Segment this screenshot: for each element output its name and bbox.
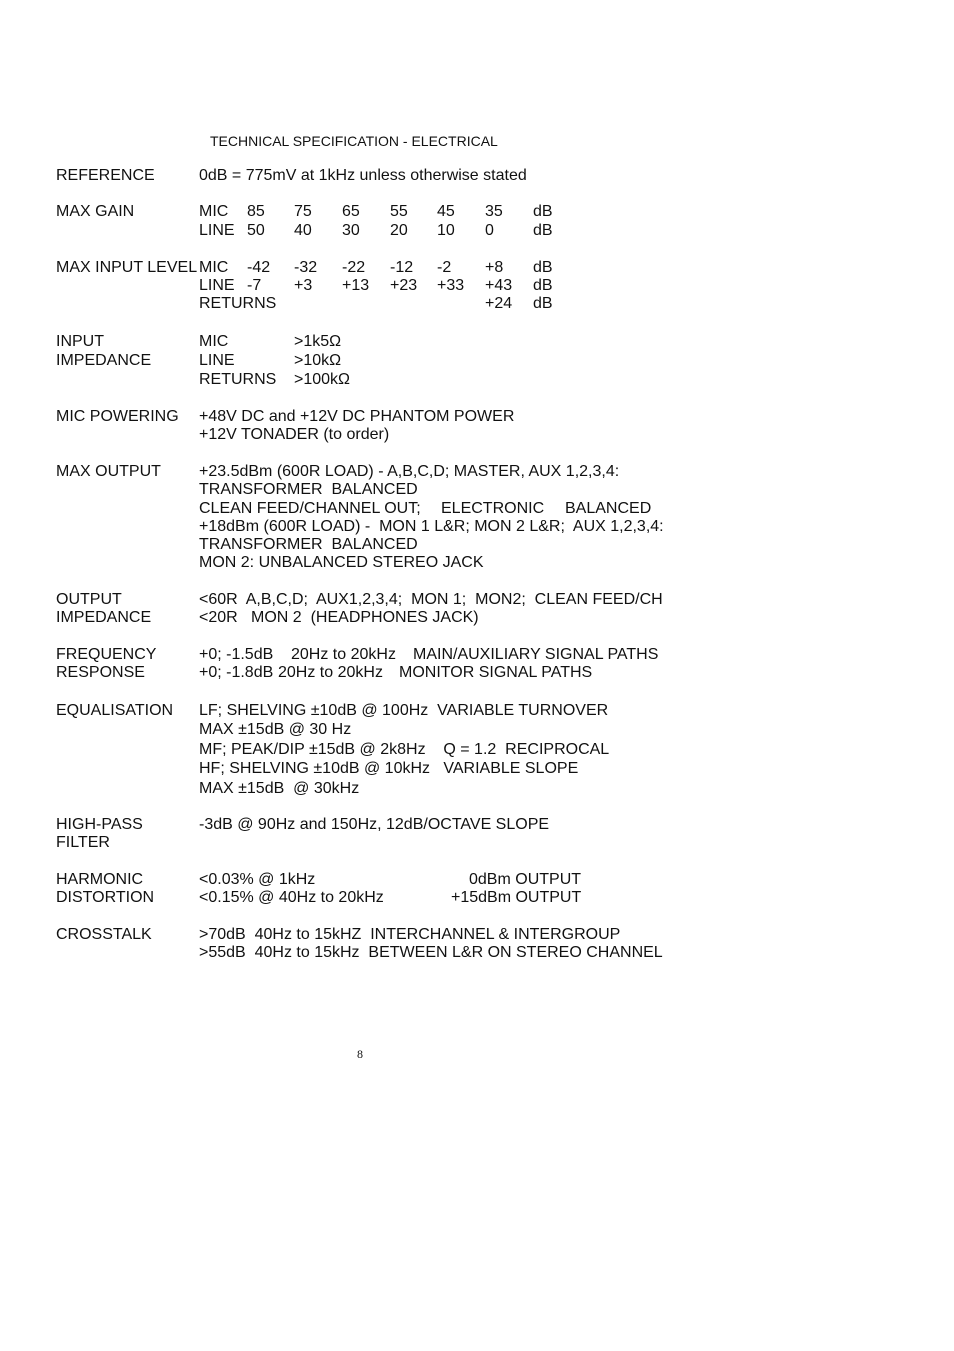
input-impedance-row-value: >10kΩ — [294, 352, 342, 369]
max-input-line-value: +33 — [437, 277, 465, 294]
harmonic-distortion-value: <0.03% @ 1kHz — [199, 871, 316, 888]
max-gain-mic-value: 35 — [485, 203, 503, 220]
max-gain-mic-value: 75 — [294, 203, 312, 220]
max-input-mic-value: -12 — [390, 259, 414, 276]
crosstalk-line: >70dB 40Hz to 15kHZ INTERCHANNEL & INTERGROUP — [199, 926, 621, 943]
frequency-response-path: MONITOR SIGNAL PATHS — [399, 664, 593, 681]
max-input-level-label: MAX INPUT LEVEL — [56, 259, 198, 276]
high-pass-filter-label: FILTER — [56, 834, 110, 851]
output-impedance-line: <20R MON 2 (HEADPHONES JACK) — [199, 609, 479, 626]
max-input-line-value: -7 — [247, 277, 262, 294]
input-impedance-label: INPUT — [56, 333, 104, 350]
page-number: 8 — [357, 1047, 363, 1061]
max-input-mic-value: -2 — [437, 259, 452, 276]
max-gain-mic-value: 45 — [437, 203, 455, 220]
mic-powering-line: +48V DC and +12V DC PHANTOM POWER — [199, 408, 515, 425]
max-input-line-value: +23 — [390, 277, 418, 294]
max-gain-mic-value: 55 — [390, 203, 408, 220]
max-gain-line-unit: dB — [533, 222, 553, 239]
max-gain-line-value: 0 — [485, 222, 494, 239]
equalisation-line: MF; PEAK/DIP ±15dB @ 2k8Hz Q = 1.2 RECIPROCAL — [199, 741, 610, 758]
max-input-returns-name: RETURNS — [199, 295, 277, 312]
max-gain-line-value: 30 — [342, 222, 360, 239]
output-impedance-line: <60R A,B,C,D; AUX1,2,3,4; MON 1; MON2; CLEAN FEED/CH — [199, 591, 663, 608]
input-impedance-row-value: >1k5Ω — [294, 333, 342, 350]
max-input-mic-value: -22 — [342, 259, 366, 276]
max-gain-mic-unit: dB — [533, 203, 553, 220]
high-pass-filter-value: -3dB @ 90Hz and 150Hz, 12dB/OCTAVE SLOPE — [199, 816, 550, 833]
max-gain-mic-value: 85 — [247, 203, 265, 220]
max-input-mic-value: -42 — [247, 259, 271, 276]
equalisation-line: HF; SHELVING ±10dB @ 10kHz VARIABLE SLOPE — [199, 760, 579, 777]
mic-powering-label: MIC POWERING — [56, 408, 179, 425]
frequency-response-range: 20Hz to 20kHz — [291, 646, 396, 663]
harmonic-distortion-label: HARMONIC — [56, 871, 144, 888]
max-input-line-value: +13 — [342, 277, 370, 294]
max-input-mic-value: -32 — [294, 259, 318, 276]
max-output-line: BALANCED — [565, 500, 652, 517]
harmonic-distortion-label: DISTORTION — [56, 889, 155, 906]
max-input-returns-unit: dB — [533, 295, 553, 312]
max-input-line-value: +3 — [294, 277, 313, 294]
reference-value: 0dB = 775mV at 1kHz unless otherwise stated — [199, 167, 527, 184]
frequency-response-range: 20Hz to 20kHz — [278, 664, 383, 681]
max-gain-mic-value: 65 — [342, 203, 360, 220]
max-input-mic-value: +8 — [485, 259, 504, 276]
input-impedance-row-name: MIC — [199, 333, 229, 350]
max-input-mic-unit: dB — [533, 259, 553, 276]
max-gain-line-value: 50 — [247, 222, 265, 239]
equalisation-label: EQUALISATION — [56, 702, 174, 719]
max-output-line: +23.5dBm (600R LOAD) - A,B,C,D; MASTER, AUX 1,2,3,4: — [199, 463, 620, 480]
harmonic-distortion-condition: 0dBm OUTPUT — [469, 871, 582, 888]
max-output-line: CLEAN FEED/CHANNEL OUT; — [199, 500, 421, 517]
frequency-response-path: MAIN/AUXILIARY SIGNAL PATHS — [413, 646, 659, 663]
equalisation-line: LF; SHELVING ±10dB @ 100Hz VARIABLE TURNOVER — [199, 702, 609, 719]
max-gain-label: MAX GAIN — [56, 203, 135, 220]
output-impedance-label: OUTPUT — [56, 591, 122, 608]
max-gain-line-name: LINE — [199, 222, 235, 239]
reference-label: REFERENCE — [56, 167, 155, 184]
output-impedance-label: IMPEDANCE — [56, 609, 152, 626]
frequency-response-label: FREQUENCY — [56, 646, 157, 663]
max-gain-line-value: 10 — [437, 222, 455, 239]
input-impedance-row-value: >100kΩ — [294, 371, 350, 388]
input-impedance-label: IMPEDANCE — [56, 352, 152, 369]
frequency-response-label: RESPONSE — [56, 664, 145, 681]
max-input-line-unit: dB — [533, 277, 553, 294]
input-impedance-row-name: RETURNS — [199, 371, 277, 388]
max-output-line: +18dBm (600R LOAD) - MON 1 L&R; MON 2 L&R; AUX 1,2,3,4: — [199, 518, 664, 535]
crosstalk-label: CROSSTALK — [56, 926, 152, 943]
max-input-line-name: LINE — [199, 277, 235, 294]
equalisation-line: MAX ±15dB @ 30 Hz — [199, 721, 352, 738]
max-input-mic-name: MIC — [199, 259, 229, 276]
frequency-response-tolerance: +0; -1.8dB — [199, 664, 274, 681]
max-gain-mic-name: MIC — [199, 203, 229, 220]
max-output-line: MON 2: UNBALANCED STEREO JACK — [199, 554, 484, 571]
harmonic-distortion-value: <0.15% @ 40Hz to 20kHz — [199, 889, 384, 906]
max-gain-line-value: 20 — [390, 222, 408, 239]
frequency-response-tolerance: +0; -1.5dB — [199, 646, 274, 663]
input-impedance-row-name: LINE — [199, 352, 235, 369]
max-output-line: TRANSFORMER BALANCED — [199, 481, 418, 498]
equalisation-line: MAX ±15dB @ 30kHz — [199, 780, 360, 797]
page-title: TECHNICAL SPECIFICATION - ELECTRICAL — [210, 133, 498, 149]
max-input-returns-value: +24 — [485, 295, 513, 312]
harmonic-distortion-condition: +15dBm OUTPUT — [451, 889, 582, 906]
max-output-line: TRANSFORMER BALANCED — [199, 536, 418, 553]
max-input-line-value: +43 — [485, 277, 513, 294]
mic-powering-line: +12V TONADER (to order) — [199, 426, 390, 443]
max-output-label: MAX OUTPUT — [56, 463, 161, 480]
crosstalk-line: >55dB 40Hz to 15kHz BETWEEN L&R ON STEREO CHANNEL — [199, 944, 663, 961]
high-pass-filter-label: HIGH-PASS — [56, 816, 143, 833]
max-output-line: ELECTRONIC — [441, 500, 545, 517]
max-gain-line-value: 40 — [294, 222, 312, 239]
